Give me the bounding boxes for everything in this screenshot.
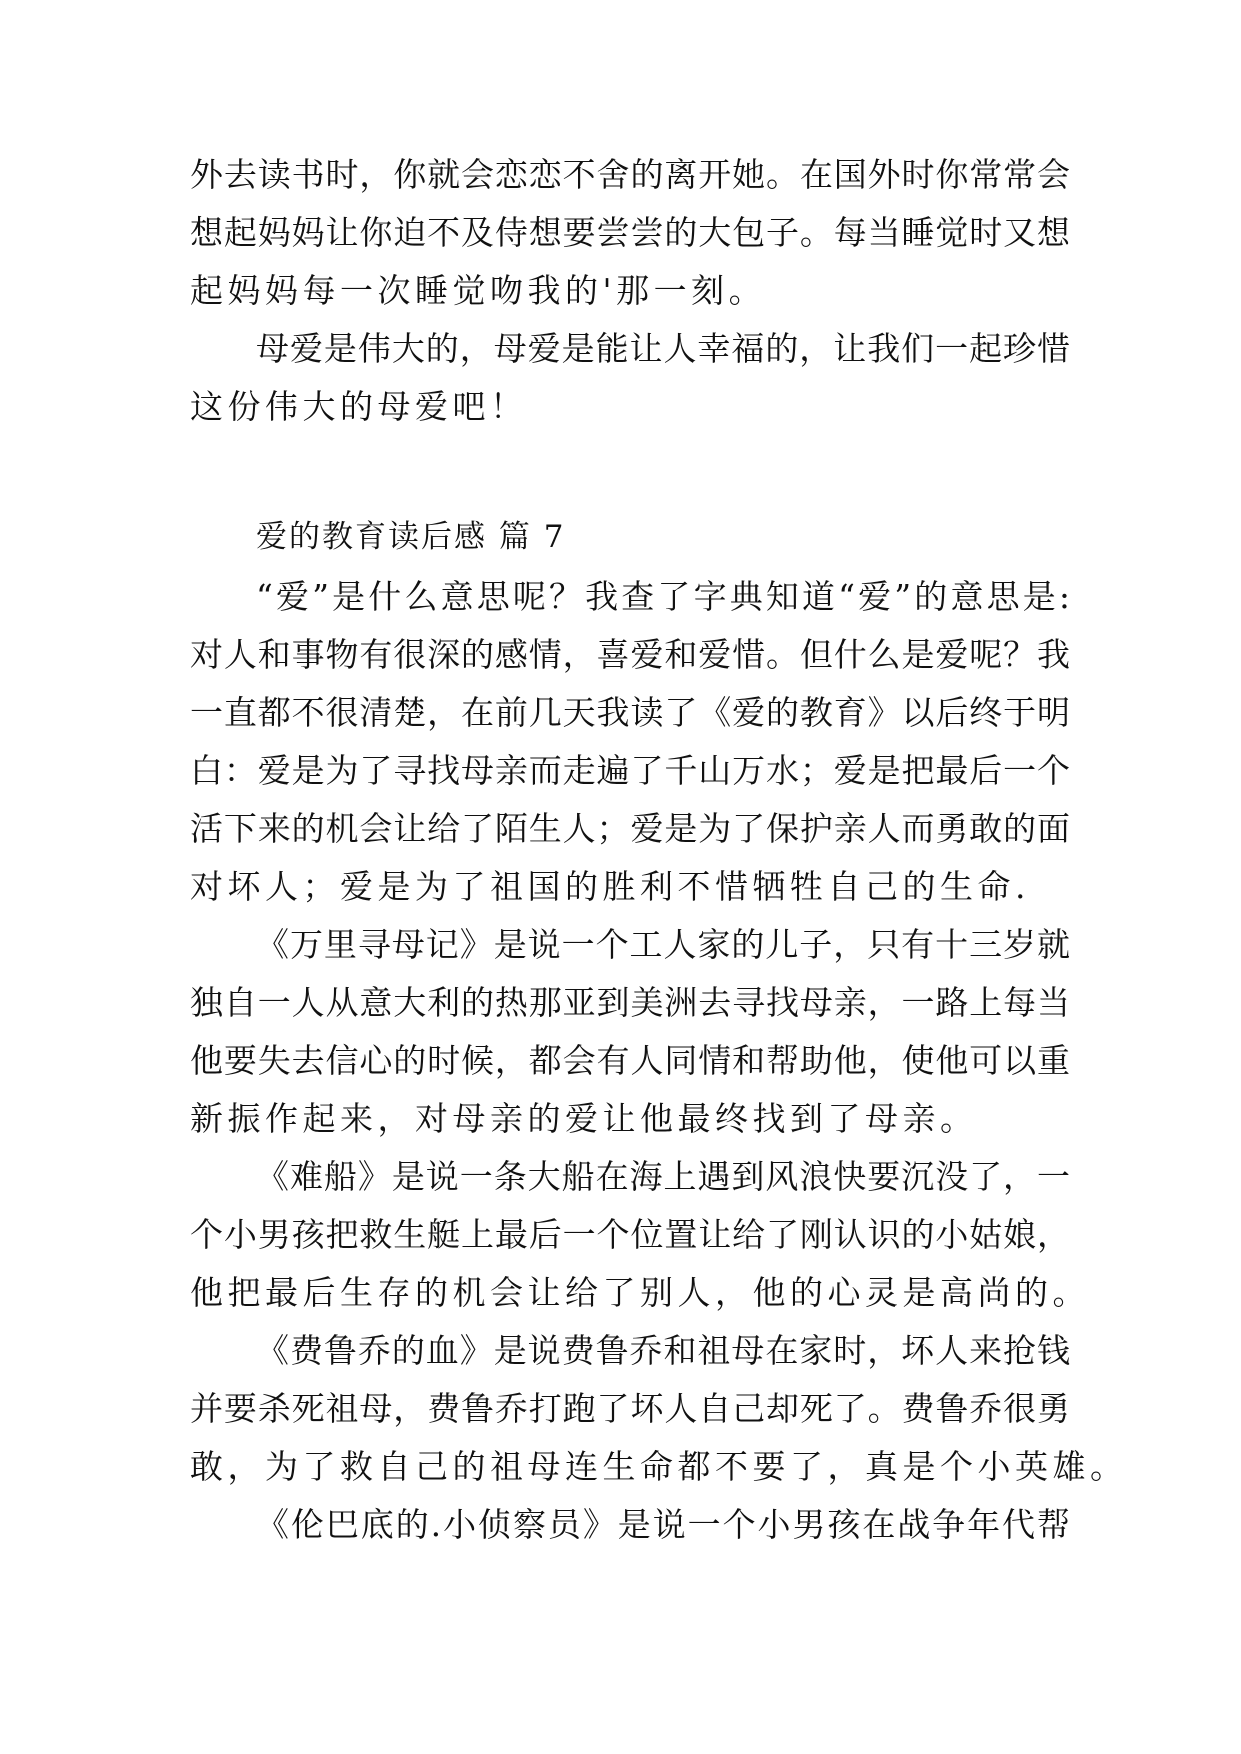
text-line: “爱”是什么意思呢？我查了字典知道“爱”的意思是: [256,577,1070,616]
text-line: 起妈妈每一次睡觉吻我的'那一刻。 [190,271,767,310]
text-line: 新振作起来，对母亲的爱让他最终找到了母亲。 [190,1099,978,1138]
text-line: 这份伟大的母爱吧！ [190,387,528,426]
text-line: 独自一人从意大利的热那亚到美洲去寻找母亲，一路上每当 [190,983,1070,1022]
text-line: 母爱是伟大的，母爱是能让人幸福的，让我们一起珍惜 [256,329,1070,368]
text-line: 白：爱是为了寻找母亲而走遍了千山万水；爱是把最后一个 [190,751,1070,790]
text-line: 想起妈妈让你迫不及侍想要尝尝的大包子。每当睡觉时又想 [190,213,1070,252]
text-line: 活下来的机会让给了陌生人；爱是为了保护亲人而勇敢的面 [190,809,1070,848]
text-line: 《万里寻母记》是说一个工人家的儿子，只有十三岁就 [256,925,1070,964]
text-line: 《难船》是说一条大船在海上遇到风浪快要沉没了，一 [256,1157,1070,1196]
text-line: 并要杀死祖母，费鲁乔打跑了坏人自己却死了。费鲁乔很勇 [190,1389,1070,1428]
text-line: 对人和事物有很深的感情，喜爱和爱惜。但什么是爱呢？我 [190,635,1070,674]
text-line: 外去读书时，你就会恋恋不舍的离开她。在国外时你常常会 [190,155,1070,194]
section-heading: 爱的教育读后感 篇 7 [256,519,566,555]
text-line: 《伦巴底的.小侦察员》是说一个小男孩在战争年代帮 [256,1505,1070,1544]
text-line: 个小男孩把救生艇上最后一个位置让给了刚认识的小姑娘， [190,1215,1070,1254]
text-line: 一直都不很清楚，在前几天我读了《爱的教育》以后终于明 [190,693,1070,732]
text-line: 敢，为了救自己的祖母连生命都不要了，真是个小英雄。 [190,1447,1128,1486]
text-line: 《费鲁乔的血》是说费鲁乔和祖母在家时，坏人来抢钱 [256,1331,1070,1370]
text-line: 他要失去信心的时候，都会有人同情和帮助他，使他可以重 [190,1041,1070,1080]
text-line: 他把最后生存的机会让给了别人，他的心灵是高尚的。 [190,1273,1090,1312]
text-line: 对坏人；爱是为了祖国的胜利不惜牺牲自己的生命. [190,867,1030,906]
